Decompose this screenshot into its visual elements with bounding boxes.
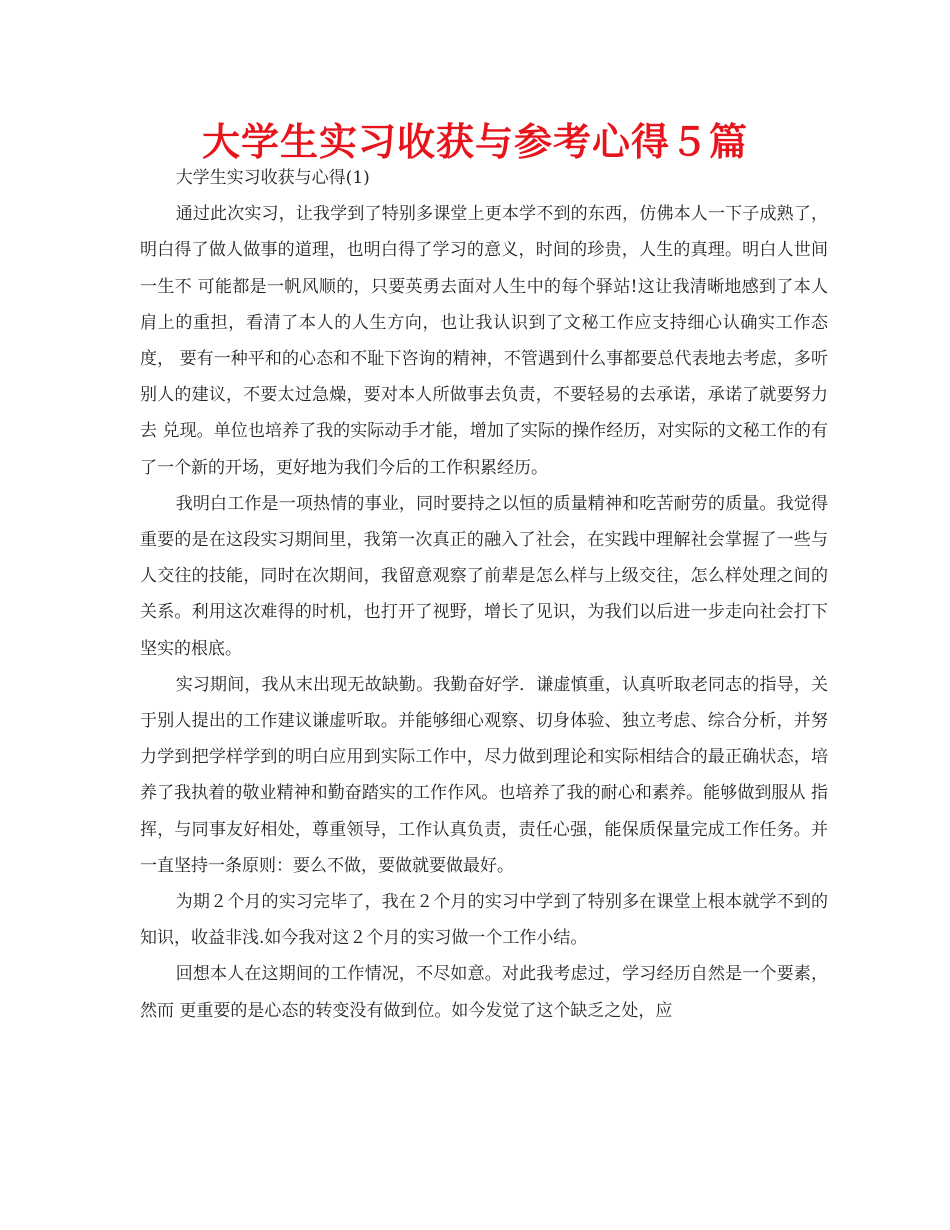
paragraph-2: 我明白工作是一项热情的事业，同时要持之以恒的质量精神和吃苦耐劳的质量。我觉得重要的是在这段实习期间里，我第一次真正的融入了社会，在实践中理解社会掌握了一些与 人交往的技能，同时在次期间，我留意观察了前辈是怎么样与上级交往，怎么样处理之间的关系。利用这次难得的时机，也打开了视野，增长了见识，为我们以后进一步走向社会打下 坚实的根底。: [140, 493, 828, 659]
paragraph-5: 回想本人在这期间的工作情况，不尽如意。对此我考虑过，学习经历自然是一个要素，然而 更重要的是心态的转变没有做到位。如今发觉了这个缺乏之处，应: [140, 964, 828, 1021]
section-heading: 大学生实习收获与心得(1): [175, 168, 370, 188]
paragraph-1: 通过此次实习，让我学到了特别多课堂上更本学不到的东西，仿佛本人一下子成熟了，明白得了做人做事的道理，也明白得了学习的意义，时间的珍贵，人生的真理。明白人世间一生不 可能都是一帆风顺的，只要英勇去面对人生中的每个驿站!这让我清晰地感到了本人肩上的重担，看清了本人的人生方向，也让我认识到了文秘工作应支持细心认确实工作态度， 要有一种平和的心态和不耻下咨询的精神，不管遇到什么事都要总代表地去考虑，多听别人的建议，不要太过急燥，要对本人所做事去负责，不要轻易的去承诺，承诺了就要努力去 兑现。单位也培养了我的实际动手才能，增加了实际的操作经历，对实际的文秘工作的有了一个新的开场，更好地为我们今后的工作积累经历。: [140, 204, 828, 478]
paragraph-4: 为期２个月的实习完毕了，我在２个月的实习中学到了特别多在课堂上根本就学不到的知识，收益非浅.如今我对这２个月的实习做一个工作小结。: [140, 892, 828, 949]
paragraph-3: 实习期间，我从末出现无故缺勤。我勤奋好学．谦虚慎重，认真听取老同志的指导，关于别人提出的工作建议谦虚听取。并能够细心观察、切身体验、独立考虑、综合分析，并努 力学到把学样学到的明白应用到实际工作中，尽力做到理论和实际相结合的最正确状态，培养了我执着的敬业精神和勤奋踏实的工作作风。也培养了我的耐心和素养。能够做到服从 指挥，与同事友好相处，尊重领导，工作认真负责，责任心强，能保质保量完成工作任务。并一直坚持一条原则：要么不做，要做就要做最好。: [140, 674, 828, 876]
document-body: [140, 160, 828, 1029]
document-title: 大学生实习收获与参考心得５篇: [201, 120, 748, 164]
